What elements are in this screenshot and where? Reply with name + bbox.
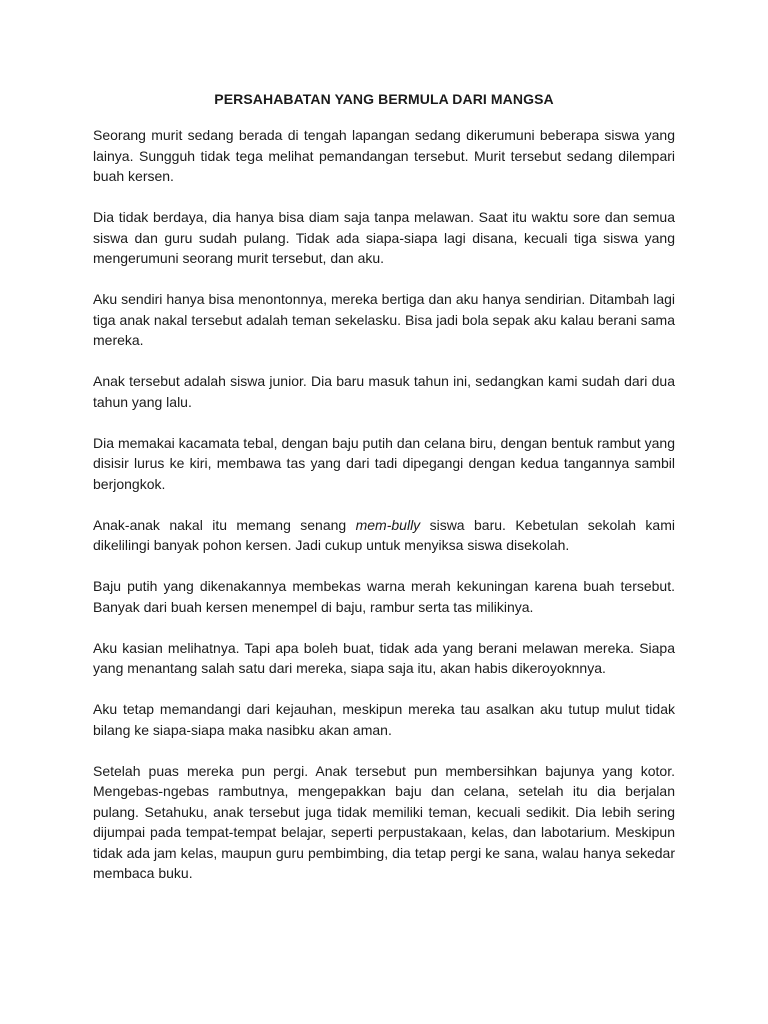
paragraph-6-text-before: Anak-anak nakal itu memang senang — [93, 516, 356, 533]
paragraph-10: Setelah puas mereka pun pergi. Anak tersebut pun membersihkan bajunya yang kotor. Mengebas-ngebas rambutnya, mengepakkan baju dan celana, setelah itu dia berjalan pulang. Setahuku, anak tersebut juga tidak memiliki teman, kecuali sedikit. Dia lebih sering dijumpai pada tempat-tempat belajar, seperti perpustakaan, kelas, dan labotarium. Meskipun tidak ada jam kelas, maupun guru pembimbing, dia tetap pergi ke sana, walau hanya sekedar membaca buku. — [93, 762, 675, 881]
document-title: PERSAHABATAN YANG BERMULA DARI MANGSA — [214, 91, 554, 107]
paragraph-6-italic-term: mem-bully — [355, 516, 421, 533]
paragraph-6 — [93, 515, 675, 556]
paragraph-4: Anak tersebut adalah siswa junior. Dia baru masuk tahun ini, sedangkan kami sudah dari dua tahun yang lalu. — [93, 373, 675, 410]
paragraph-9: Aku tetap memandangi dari kejauhan, meskipun mereka tau asalkan aku tutup mulut tidak bilang ke siapa-siapa maka nasibku akan aman. — [93, 701, 675, 738]
document-body — [93, 125, 675, 904]
paragraph-2: Dia tidak berdaya, dia hanya bisa diam saja tanpa melawan. Saat itu waktu sore dan semua siswa dan guru sudah pulang. Tidak ada siapa-siapa lagi disana, kecuali tiga siswa yang mengerumuni seorang murit tersebut, dan aku. — [93, 209, 675, 266]
paragraph-8: Aku kasian melihatnya. Tapi apa boleh buat, tidak ada yang berani melawan mereka. Siapa yang menantang salah satu dari mereka, siapa saja itu, akan habis dikeroyoknnya. — [93, 639, 675, 676]
paragraph-6-text-after: siswa baru. Kebetulan sekolah kami dikelilingi banyak pohon kersen. Jadi cukup untuk menyiksa siswa disekolah. — [93, 516, 675, 553]
paragraph-1: Seorang murit sedang berada di tengah lapangan sedang dikerumuni beberapa siswa yang lainya. Sungguh tidak tega melihat pemandangan tersebut. Murit tersebut sedang dilempari buah kersen. — [93, 127, 675, 184]
paragraph-3: Aku sendiri hanya bisa menontonnya, mereka bertiga dan aku hanya sendirian. Ditambah lagi tiga anak nakal tersebut adalah teman sekelasku. Bisa jadi bola sepak aku kalau berani sama mereka. — [93, 291, 675, 348]
paragraph-7: Baju putih yang dikenakannya membekas warna merah kekuningan karena buah tersebut. Banyak dari buah kersen menempel di baju, rambur serta tas milikinya. — [93, 578, 675, 615]
paragraph-5: Dia memakai kacamata tebal, dengan baju putih dan celana biru, dengan bentuk rambut yang disisir lurus ke kiri, membawa tas yang dari tadi dipegangi dengan kedua tangannya sambil berjongkok. — [93, 434, 675, 492]
